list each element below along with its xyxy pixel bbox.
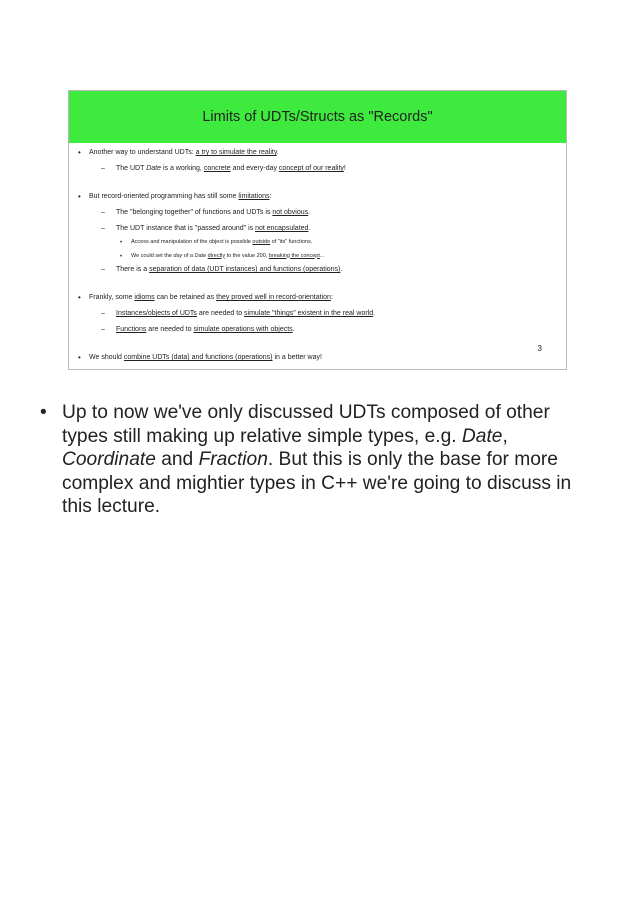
- notes-bullet: •: [40, 402, 47, 423]
- slide-number: 3: [537, 344, 542, 353]
- bullet-idioms: • Frankly, some idioms can be retained as they proved well in record-orientation:: [89, 294, 558, 301]
- sub-bullet-separation: – There is a separation of data (UDT instances) and functions (operations).: [89, 266, 558, 273]
- slide-title: Limits of UDTs/Structs as "Records": [202, 109, 433, 125]
- sub-bullet-belonging: – The "belonging together" of functions and UDTs is not obvious.: [89, 209, 558, 216]
- sub-sub-bullet-access: • Access and manipulation of the object is possible outside of "its" functions.: [89, 240, 558, 246]
- notes-text: Up to now we've only discussed UDTs composed of other types still making up relative simple types, e.g. Date, Coordinate and Fraction. But this is only the base for more complex and mightier types in C++ we're going to discuss in this lecture.: [62, 402, 572, 517]
- bullet-limitations: • But record-oriented programming has still some limitations:: [89, 193, 558, 200]
- sub-bullet-date-concept: – The UDT Date is a working, concrete and every-day concept of our reality!: [89, 165, 558, 172]
- sub-sub-bullet-day-200: • We could set the day of a Date directly to the value 200, breaking the concept...: [89, 254, 558, 260]
- slide-thumbnail: [68, 90, 567, 370]
- slide-body: [69, 143, 566, 361]
- sub-bullet-not-encapsulated: – The UDT instance that is "passed around" is not encapsulated.: [89, 225, 558, 232]
- slide-title-bar: [69, 91, 566, 143]
- sub-bullet-instances: – Instances/objects of UDTs are needed to simulate "things" existent in the real world.: [89, 310, 558, 317]
- bullet-simulate-reality: • Another way to understand UDTs: a try to simulate the reality.: [89, 149, 558, 156]
- speaker-notes: [40, 401, 580, 519]
- bullet-combine: • We should combine UDTs (data) and functions (operations) in a better way!: [89, 354, 558, 361]
- sub-bullet-functions: – Functions are needed to simulate operations with objects.: [89, 326, 558, 333]
